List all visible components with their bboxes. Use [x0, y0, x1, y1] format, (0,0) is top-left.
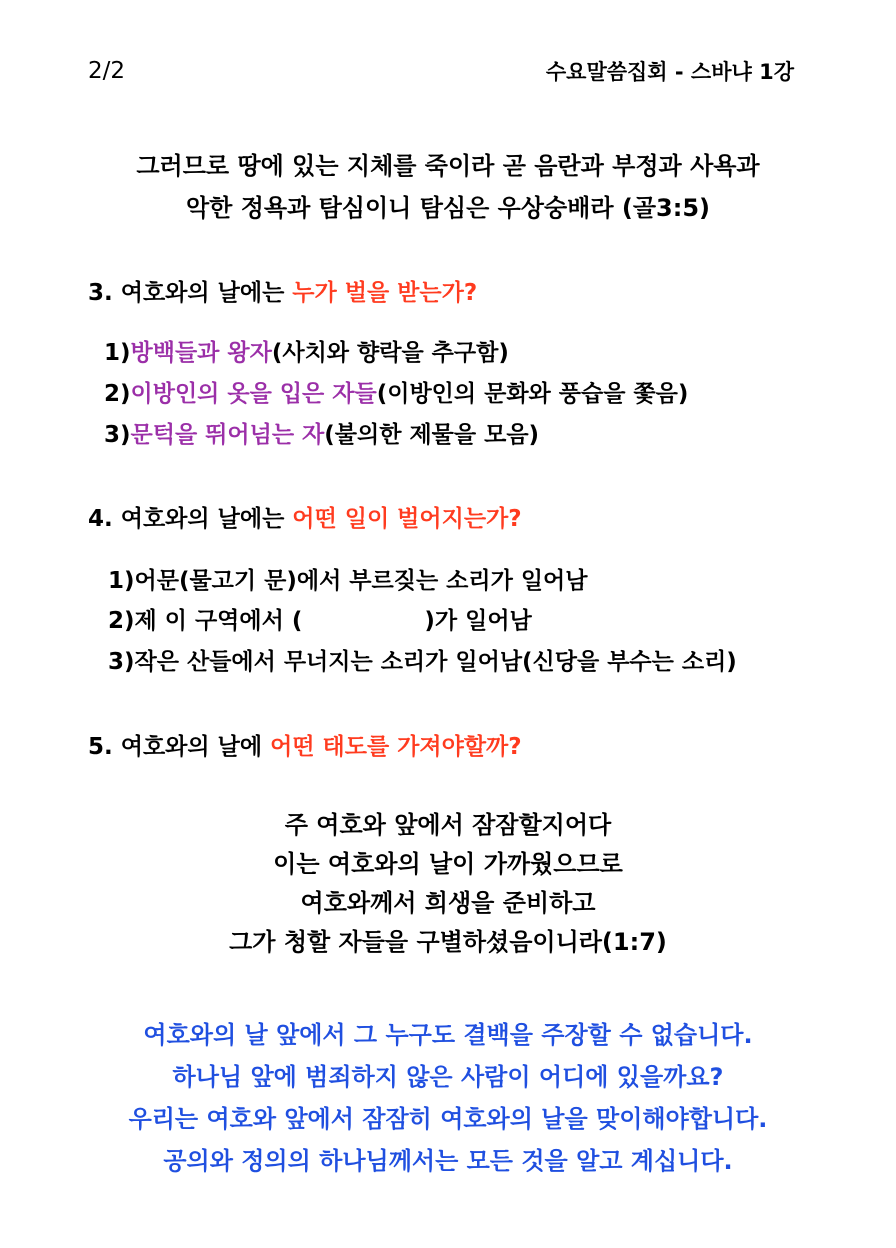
document-title: 수요말씀집회 - 스바냐 1강: [545, 60, 794, 84]
section-3-item: [104, 375, 688, 408]
closing-message: [0, 1014, 896, 1182]
item-text: (이방인의 문화와 풍습을 쫓음): [376, 381, 689, 407]
item-highlight: 문턱을 뛰어넘는 자: [130, 422, 325, 448]
section-5-heading: [88, 728, 522, 761]
opening-verse-line: 악한 정욕과 탐심이니 탐심은 우상숭배라 (골3:5): [185, 194, 711, 222]
opening-verse: [0, 145, 896, 229]
section-heading-highlight: 어떤 태도를 가져야할까?: [270, 734, 522, 760]
item-highlight: 방백들과 왕자: [130, 340, 272, 366]
section-heading-highlight: 누가 벌을 받는가?: [292, 280, 478, 306]
item-text: (불의한 제물을 모음): [324, 422, 540, 448]
item-number: 2): [104, 381, 131, 407]
section-4-item: [108, 602, 532, 635]
item-number: 3): [104, 422, 131, 448]
section-4-item: 1)어문(물고기 문)에서 부르짖는 소리가 일어남: [108, 568, 588, 594]
section-4-heading: [88, 500, 522, 533]
section-3-heading: [88, 274, 477, 307]
item-text: (사치와 향락을 추구함): [271, 340, 509, 366]
section-heading-highlight: 어떤 일이 벌어지는가?: [292, 506, 522, 532]
closing-verse: [0, 806, 896, 962]
page-number: 2/2: [88, 58, 126, 84]
item-text: 2)제 이 구역에서 (: [108, 608, 303, 634]
closing-verse-line: 여호와께서 희생을 준비하고: [300, 889, 596, 917]
section-3-item: [104, 334, 509, 367]
item-text: )가 일어남: [424, 608, 532, 634]
closing-message-line: 하나님 앞에 범죄하지 않은 사람이 어디에 있을까요?: [172, 1063, 724, 1091]
closing-verse-line: 주 여호와 앞에서 잠잠할지어다: [284, 811, 612, 839]
section-heading-text: 5. 여호와의 날에: [88, 734, 271, 760]
section-heading-text: 4. 여호와의 날에는: [88, 506, 293, 532]
item-highlight: 이방인의 옷을 입은 자들: [130, 381, 377, 407]
section-heading-text: 3. 여호와의 날에는: [88, 280, 293, 306]
closing-verse-line: 이는 여호와의 날이 가까웠으므로: [273, 850, 623, 878]
closing-message-line: 여호와의 날 앞에서 그 누구도 결백을 주장할 수 없습니다.: [143, 1021, 753, 1049]
closing-verse-line: 그가 청할 자들을 구별하셨음이니라(1:7): [229, 928, 667, 956]
closing-message-line: 우리는 여호와 앞에서 잠잠히 여호와의 날을 맞이해야합니다.: [128, 1105, 768, 1133]
closing-message-line: 공의와 정의의 하나님께서는 모든 것을 알고 계십니다.: [163, 1147, 733, 1175]
section-3-item: [104, 416, 539, 449]
item-number: 1): [104, 340, 131, 366]
opening-verse-line: 그러므로 땅에 있는 지체를 죽이라 곧 음란과 부정과 사욕과: [136, 152, 760, 180]
section-4-item: 3)작은 산들에서 무너지는 소리가 일어남(신당을 부수는 소리): [108, 649, 737, 675]
